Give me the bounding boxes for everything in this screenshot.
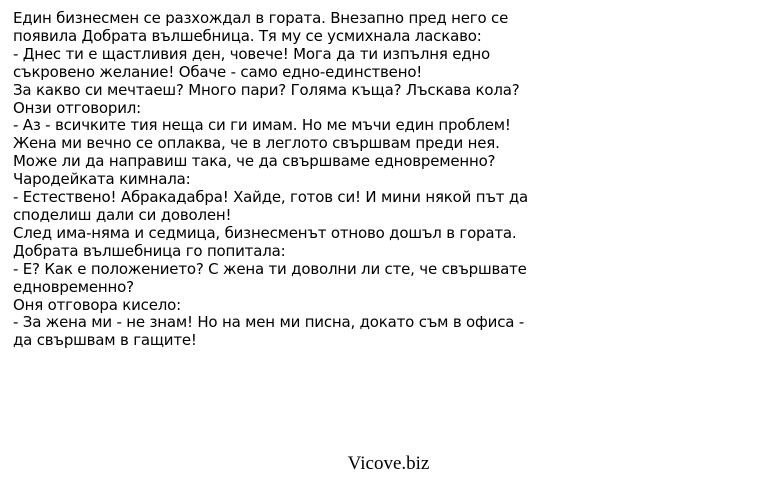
text-line: След има-няма и седмица, бизнесменът отново дошъл в гората. xyxy=(13,223,517,242)
site-watermark: Vicove.biz xyxy=(347,453,430,474)
text-line: съкровено желание! Обаче - само едно-единствено! xyxy=(13,62,423,81)
text-line: - Аз - всичките тия неща си ги имам. Но ме мъчи един проблем! xyxy=(13,116,511,135)
text-line: Добрата вълшебница го попитала: xyxy=(13,241,286,260)
text-line: да свършвам в гащите! xyxy=(13,331,197,350)
text-line: споделиш дали си доволен! xyxy=(13,205,232,224)
text-line: - Естествено! Абракадабра! Хайде, готов си! И мини някой път да xyxy=(13,188,529,207)
text-line: едновременно? xyxy=(13,277,134,296)
text-line: За какво си мечтаеш? Много пари? Голяма къща? Лъскава кола? xyxy=(13,80,520,99)
text-line: Жена ми вечно се оплаква, че в леглото свършвам преди нея. xyxy=(13,134,500,153)
text-line: Един бизнесмен се разхождал в гората. Внезапно пред него се xyxy=(13,9,509,27)
text-line: Чародейката кимнала: xyxy=(13,170,191,189)
joke-text xyxy=(13,10,573,350)
text-line: появила Добрата вълшебница. Тя му се усмихнала ласкаво: xyxy=(13,26,482,45)
text-line: - Днес ти е щастливия ден, човече! Мога да ти изпълня едно xyxy=(13,44,490,63)
text-line: Може ли да направиш така, че да свършваме едновременно? xyxy=(13,152,496,171)
text-line: - Е? Как е положението? С жена ти доволни ли сте, че свършвате xyxy=(13,259,527,278)
text-line: - За жена ми - не знам! Но на мен ми писна, докато съм в офиса - xyxy=(13,313,525,332)
text-line: Оня отговора кисело: xyxy=(13,295,181,314)
text-line: Онзи отговорил: xyxy=(13,98,142,117)
